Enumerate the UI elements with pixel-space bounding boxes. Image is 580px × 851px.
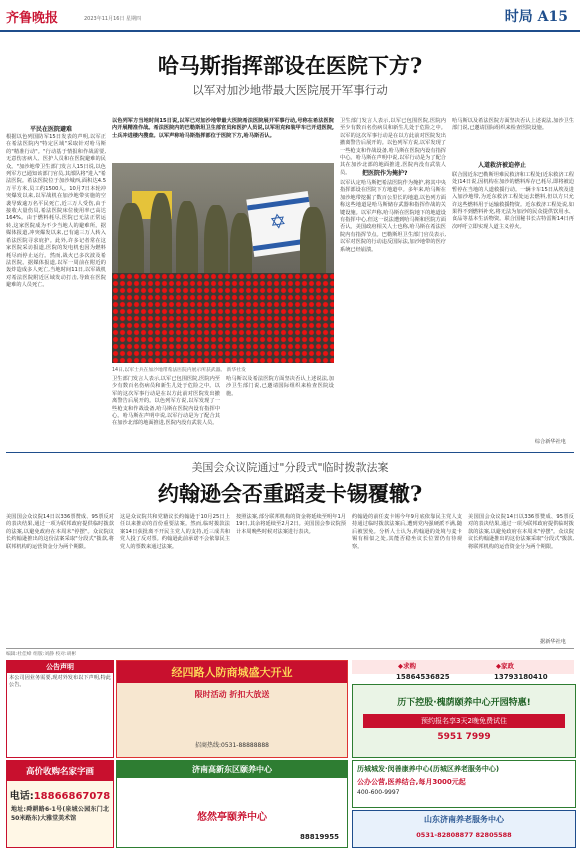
ad-elder1-phone: 5951 7999 (437, 732, 491, 742)
ad-clinic (116, 760, 348, 848)
ad-mall-title: 经四路人防商城盛大开业 (117, 661, 347, 683)
article2-headline: 约翰逊会否重蹈麦卡锡覆辙? (157, 481, 423, 506)
article1-credit: 综合新华社电 (534, 439, 566, 445)
ad-mall-banner (116, 660, 348, 758)
article-column-2: 卫生部门发言人表示,以军已包围医院,医院内至少有数百名伤病员和新生儿处于危险之中。以军的这次军事行动是在以方此前对医院发出撤离警告后展开的。以色列军方说,以军发现了一些枪支和作战设备,哈马斯在医院内设有指挥中心。哈马斯在声明中说,以军行动是为了配合其在加沙北部的地面推进,医院内没有武装人员。 (112, 376, 220, 427)
issue-date: 2023年11月16日 星期四 (84, 16, 142, 22)
ad-classified-phones (352, 660, 574, 674)
israeli-flag: ✡ (246, 191, 315, 257)
photo-caption: 14日,以军士兵在加沙地带希法医院内展示所获武器。 新华社发 (112, 368, 246, 373)
ad-clinic-phone: 88819955 (300, 833, 339, 841)
ad-elder2-title: 历城城发·闵善康养中心(历城区养老服务中心) (357, 765, 500, 773)
ad-elder3-phone: 0531-82808877 82805588 (416, 831, 512, 839)
page-footer: 编辑:杜佳峰 组版:刘静 校对:胡彬 (6, 648, 574, 657)
ad-elder1-title: 历下控股·槐荫颐养中心开园特惠! (397, 698, 531, 708)
ad-elder2-phone: 400-600-9997 (357, 789, 400, 796)
article-column-4: 联合国近东巴勒斯坦难民救济和工程处(近东救济工程处)14日说,因机构在加沙的燃料库存已耗尽,即将被迫暂停在当地的人道救援行动。一辆卡车15日从埃及进入加沙地带,为近东救济工程处运去燃料,但以方只允许这些燃料用于运输救援物资。近东救济工程处说,如果得不到燃料补充,将无法为加沙的民众提供饮用水、食品等基本生活物资。联合国秘书长古特雷斯14日再次呼吁立即实现人道主义停火。 (452, 172, 574, 230)
article2-col3: 按照法案,部分联邦机构的资金将延续至明年1月19日,其余将延续至2月2日。美国国会参议院预计本周晚些时候对法案进行表决。 (236, 514, 346, 535)
article-column-1: 根据以色列国防军15日发表的声明,以军正在希法医院内"特定区域"采取针对哈马斯的"精准行动"。"行动基于情报和作战需要,无意伤害病人、医护人员和在医院避难的民众。"加沙地带卫生部门发言人15日说,以色列军方已通知该部门官员,其部队将"进入"希法医院。希法医院位于加沙城西,面积达4.5万平方米,员工约1500人。10月7日本轮冲突爆发以来,以军战机在加沙地带实施的空袭导致逾万名平民死亡,近三万人受伤,由于接收大量伤员,希法医院床位使用率已高达164%。由于燃料耗尽,医院已无法正常运转,这家医院成为不少当地人的避难所。据媒体报道,冲突爆发以来,已有逾三万人转入希法医院寻求庇护。此外,许多记者常在这家医院采访报道,医院的发电机也因为燃料耗尽而停止运行。然而,战火已多次波及希法医院。据媒体报道,以军一周前在附近的轰炸造成多人死亡,当地时间11日,以军战机对希法医院附近区域发动打击,导致在医院避难的人员死亡。 (6, 134, 106, 289)
newspaper-logo: 齐鲁晚报 (6, 11, 59, 26)
ad-clinic-sub: 悠然亭颐养中心 (197, 812, 267, 823)
ad-clinic-title: 济南高新东区颐养中心 (117, 761, 347, 778)
article-column-3: 以军认定哈马斯把希法医院作为掩护,将其中央指挥部设在医院下方地道中。多年来,哈马斯在加沙地带挖掘了数百公里长的地道,以色列方面称这些地道是哈马斯储存武器和指挥作战的关键设施。以军声称,哈马斯在医院地下的地道设有指挥中心,但这一说法遭到哈马斯和医院方面否认。美国政府相关人士也称,哈马斯在希法医院内有指挥节点。巴勒斯坦卫生部门官员表示,以军对医院的行动违反国际法,加沙地带的医疗系统已经崩溃。 (340, 180, 446, 253)
article2-col5: 美国国会众议院14日以336票赞成、95票反对的表决结果,通过一项为联邦政府提供临时拨款的法案,以避免政府在本周末"停摆"。众议院议长约翰逊推出的这份法案采取"分段式"拨款,将联邦机构的运营资金分为两个期限。 (468, 514, 574, 550)
article-column-3-top: 卫生部门发言人表示,以军已包围医院,医院内至少有数百名伤病员和新生儿处于危险之中。以军的这次军事行动是在以方此前对医院发出撤离警告后展开的。以色列军方说,以军发现了一些枪支和作战设备,哈马斯在医院内设有指挥中心。哈马斯在声明中说,以军行动是为了配合其在加沙北部的地面推进,医院内没有武装人员。 (340, 118, 446, 176)
article2-kicker: 美国会众议院通过"分段式"临时拨款法案 (191, 461, 389, 474)
ad-elder1-sub: 预约报名享3天2晚免费试住 (363, 714, 565, 728)
ad-art-title: 高价收购名家字画 (7, 761, 113, 781)
ad-req-label: ◆求购 (398, 662, 416, 670)
ad-art-address: 地址:舜耕路6-1号(泉城公园东门北50米路东)大雅堂美术馆 (11, 806, 109, 822)
ad-elder-center-1 (352, 684, 576, 758)
article2-credit: 据新华社电 (540, 639, 566, 645)
ad-art-phone: 18866867078 (33, 791, 111, 802)
ad-req-phone: 15864536825 (396, 673, 450, 681)
ad-home-phone: 13793180410 (494, 673, 548, 681)
ad-notice-title: 公告声明 (7, 661, 113, 673)
article-column-4-top: 哈马斯以及希法医院方面坚决否认上述说法,加沙卫生部门说,已邀请国际组织来检查医院设施。 (452, 118, 574, 132)
article-column-2b: 哈马斯以及希法医院方面坚决否认上述说法,加沙卫生部门说,已邀请国际组织来检查医院设施。 (226, 376, 334, 397)
subheadline: 以军对加沙地带最大医院展开军事行动 (192, 83, 388, 97)
ad-notice-body: 本公司因业务需要,现对外发布以下声明,特此公告。 (9, 675, 111, 689)
article-lead: 以色列军方当地时间15日说,以军已对加沙地带最大医院希法医院展开军事行动,号称在希法医院内开展精准作战。希法医院内的巴勒斯坦卫生部官员和医护人员说,以军坦克和装甲车已开进医院,士兵冲进楼内搜查。以军声称哈马斯指挥部位于医院下方,哈马斯否认。 (112, 118, 334, 139)
article2-col4: 约翰逊的前任麦卡锡今年9月底依靠民主党人支持通过临时拨款法案后,遭到党内强硬派不满,随后被罢免。分析人士认为,约翰逊的处境与麦卡锡有相似之处,其能否稳坐议长位置仍有待观察。 (352, 514, 462, 550)
ad-art-phone-label: 电话: (9, 791, 34, 802)
article2-col2: 这是众议院共和党籍议长约翰逊于10月25日上任以来推动的首份重要法案。然而,临时拨款法案14日获批离不开民主党人的支持,近三成共和党人投了反对票。约翰逊此前承诺不会依靠民主党人的票数来通过法案。 (120, 514, 230, 550)
subhead-civilians: 平民在医院避难 (30, 126, 73, 133)
ad-notice (6, 660, 114, 758)
ad-elder-center-3 (352, 810, 576, 848)
flower-memorial (112, 273, 334, 363)
ad-mall-hotline: 招商热线:0531-88888888 (195, 742, 269, 749)
ad-home-label: ◆家政 (496, 662, 514, 670)
ad-art-buy (6, 760, 114, 848)
ad-mall-sub: 限时活动 折扣大放送 (194, 690, 270, 699)
headline: 哈马斯指挥部设在医院下方? (157, 53, 423, 78)
section-divider (6, 452, 574, 453)
ad-elder-center-2 (352, 760, 576, 808)
news-photo (112, 163, 334, 363)
ad-elder3-title: 山东济南养老服务中心 (424, 815, 504, 824)
section-label: 时局 A15 (504, 9, 568, 25)
ad-elder2-sub: 公办公营,医养结合,每月3000元起 (357, 778, 466, 786)
subhead-relief: 人道救济被迫停止 (478, 162, 527, 169)
subhead-cover: 把医院作为掩护? (362, 170, 408, 177)
article2-col1: 美国国会众议院14日以336票赞成、95票反对的表决结果,通过一项为联邦政府提供临时拨款的法案,以避免政府在本周末"停摆"。众议院议长约翰逊推出的这份法案采取"分段式"拨款,将联邦机构的运营资金分为两个期限。 (6, 514, 114, 550)
